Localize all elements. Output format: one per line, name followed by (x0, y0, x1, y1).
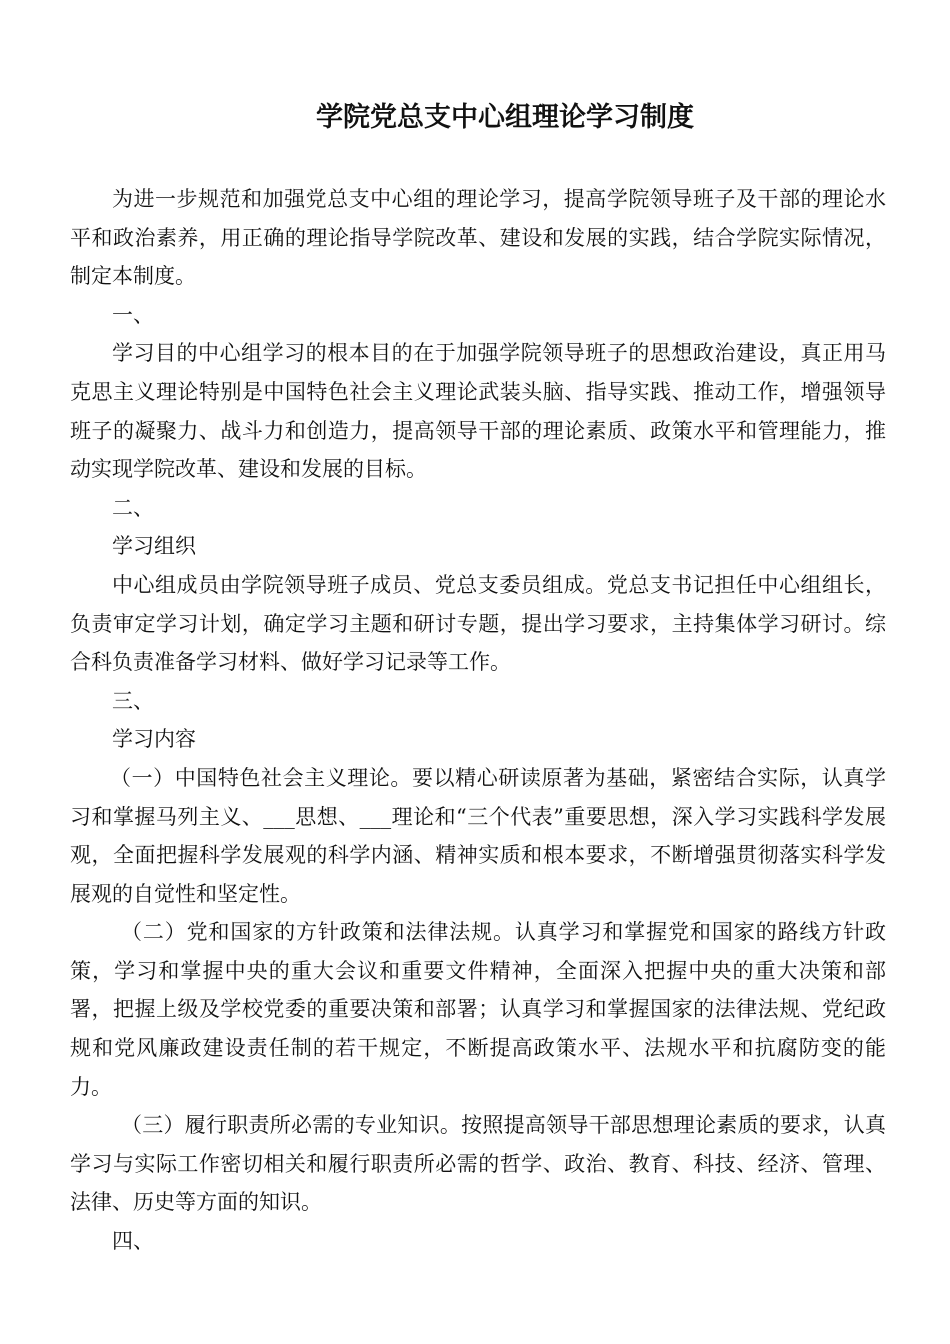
section-1-paragraph: 学习目的中心组学习的根本目的在于加强学院领导班子的思想政治建设，真正用马克思主义理论特别是中国特色社会主义理论武装头脑、指导实践、推动工作，增强领导班子的凝聚力、战斗力和创造力，提高领导干部的理论素质、政策水平和管理能力，推动实现学院改革、建设和发展的目标。 (70, 341, 886, 482)
section-number-4: 四、 (112, 1229, 154, 1254)
section-number-2: 二、 (112, 495, 154, 520)
section-number-3: 三、 (112, 688, 154, 713)
section-3-item-3: （三）履行职责所必需的专业知识。按照提高领导干部思想理论素质的要求，认真学习与实际工作密切相关和履行职责所必需的哲学、政治、教育、科技、经济、管理、法律、历史等方面的知识。 (70, 1113, 886, 1215)
section-3-item-1: （一）中国特色社会主义理论。要以精心研读原著为基础，紧密结合实际，认真学习和掌握马列主义、___思想、___理论和“三个代表”重要思想，深入学习实践科学发展观，全面把握科学发展观的科学内涵、精神实质和根本要求，不断增强贯彻落实科学发展观的自觉性和坚定性。 (70, 765, 886, 906)
section-3-item-2: （二）党和国家的方针政策和法律法规。认真学习和掌握党和国家的路线方针政策，学习和掌握中央的重大会议和重要文件精神，全面深入把握中央的重大决策和部署，把握上级及学校党委的重要决策和部署；认真学习和掌握国家的法律法规、党纪政规和党风廉政建设责任制的若干规定，不断提高政策水平、法规水平和抗腐防变的能力。 (70, 920, 886, 1099)
document-body (70, 180, 886, 1261)
section-number-1: 一、 (112, 302, 154, 327)
section-3-heading: 学习内容 (112, 727, 196, 752)
document-title: 学院党总支中心组理论学习制度 (316, 102, 694, 133)
section-2-paragraph: 中心组成员由学院领导班子成员、党总支委员组成。党总支书记担任中心组组长，负责审定学习计划，确定学习主题和研讨专题，提出学习要求，主持集体学习研讨。综合科负责准备学习材料、做好学习记录等工作。 (70, 572, 886, 675)
section-2-heading: 学习组织 (112, 534, 196, 559)
intro-paragraph: 为进一步规范和加强党总支中心组的理论学习，提高学院领导班子及干部的理论水平和政治素养，用正确的理论指导学院改革、建设和发展的实践，结合学院实际情况，制定本制度。 (70, 187, 886, 289)
